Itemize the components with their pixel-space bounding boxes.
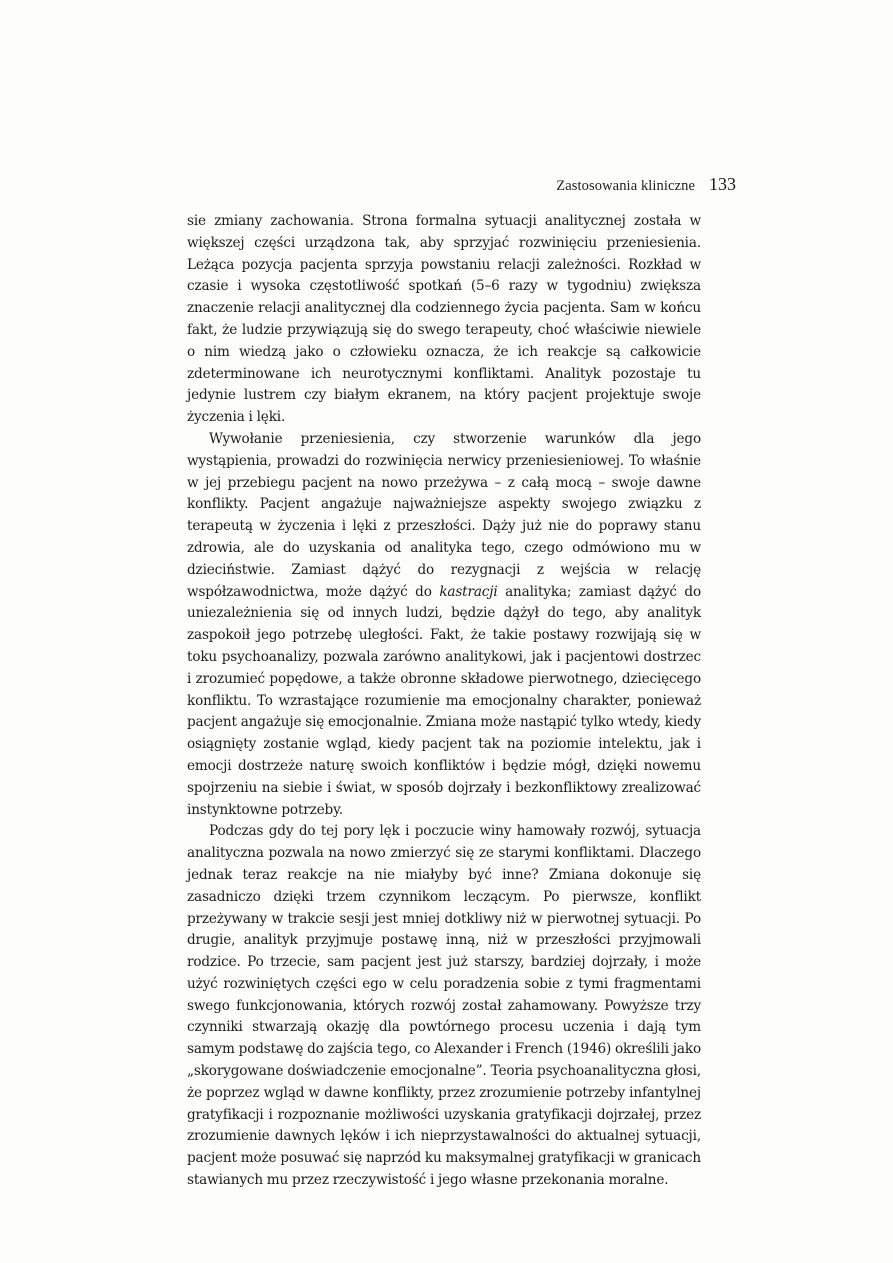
running-header [556, 174, 736, 195]
running-header-title: Zastosowania kliniczne [556, 178, 695, 194]
paragraph-2 [187, 429, 701, 821]
paragraph-2-text-before: Wywołanie przeniesienia, czy stworzenie warunków dla jego wystąpienia, prowadzi do rozwinięcia nerwicy przeniesieniowej. To właśnie w jej przebiegu pacjent na nowo przeżywa – z całą mocą – swoje dawne konflikty. Pacjent angażuje najważniejsze aspekty swojego związku z terapeutą w życzenia i lęki z przeszłości. Dąży już nie do poprawy stanu zdrowia, ale do uzyskania od analityka tego, czego odmówiono mu w dzieciństwie. Zamiast dążyć do rezygnacji z wejścia w relację współzawodnictwa, może dążyć do [187, 430, 701, 600]
paragraph-2-emphasis: kastracji [439, 583, 498, 600]
body-text [187, 211, 701, 1192]
paragraph-2-text-after: analityka; zamiast dążyć do uniezależnienia się od innych ludzi, będzie dążył do tego, aby analityk zaspokoił jego potrzebę uległości. Fakt, że takie postawy rozwijają się w toku psychoanalizy, pozwala zarówno analitykowi, jak i pacjentowi dostrzec i zrozumieć popędowe, a także obronne składowe pierwotnego, dziecięcego konfliktu. To wzrastające rozumienie ma emocjonalny charakter, ponieważ pacjent angażuje się emocjonalnie. Zmiana może nastąpić tylko wtedy, kiedy osiągnięty zostanie wgląd, kiedy pacjent tak na poziomie intelektu, jak i emocji dostrzeże naturę swoich konfliktów i będzie mógł, dzięki nowemu spojrzeniu na siebie i świat, w sposób dojrzały i bezkonfliktowy zrealizować instynktowne potrzeby. [187, 583, 701, 818]
page-number: 133 [709, 174, 736, 194]
paragraph-1: sie zmiany zachowania. Strona formalna sytuacji analitycznej została w większej części urządzona tak, aby sprzyjać rozwinięciu przeniesienia. Leżąca pozycja pacjenta sprzyja powstaniu relacji zależności. Rozkład w czasie i wysoka częstotliwość spotkań (5–6 razy w tygodniu) zwiększa znaczenie relacji analitycznej dla codziennego życia pacjenta. Sam w końcu fakt, że ludzie przywiązują się do swego terapeuty, choć właściwie niewiele o nim wiedzą jako o człowieku oznacza, że ich reakcje są całkowicie zdeterminowane ich neurotycznymi konfliktami. Analityk pozostaje tu jedynie lustrem czy białym ekranem, na który pacjent projektuje swoje życzenia i lęki. [187, 213, 701, 426]
paragraph-3: Podczas gdy do tej pory lęk i poczucie winy hamowały rozwój, sytuacja analityczna pozwala na nowo zmierzyć się ze starymi konfliktami. Dlaczego jednak teraz reakcje na nie miałyby być inne? Zmiana dokonuje się zasadniczo dzięki trzem czynnikom leczącym. Po pierwsze, konflikt przeżywany w trakcie sesji jest mniej dotkliwy niż w pierwotnej sytuacji. Po drugie, analityk przyjmuje postawę inną, niż w przeszłości przyjmowali rodzice. Po trzecie, sam pacjent jest już starszy, bardziej dojrzały, i może użyć rozwiniętych części ego w celu poradzenia sobie z tymi fragmentami swego funkcjonowania, których rozwój został zahamowany. Powyższe trzy czynniki stwarzają okazję dla powtórnego procesu uczenia i dają tym samym podstawę do zajścia tego, co Alexander i French (1946) określili jako „skorygowane doświadczenie emocjonalne”. Teoria psychoanalityczna głosi, że poprzez wgląd w dawne konflikty, przez zrozumienie potrzeby infantylnej gratyfikacji i rozpoznanie możliwości uzyskania gratyfikacji dojrzałej, przez zrozumienie dawnych lęków i ich nieprzystawalności do aktualnej sytuacji, pacjent może posuwać się naprzód ku maksymalnej gratyfikacji w granicach stawianych mu przez rzeczywistość i jego własne przekonania moralne. [187, 823, 701, 1189]
